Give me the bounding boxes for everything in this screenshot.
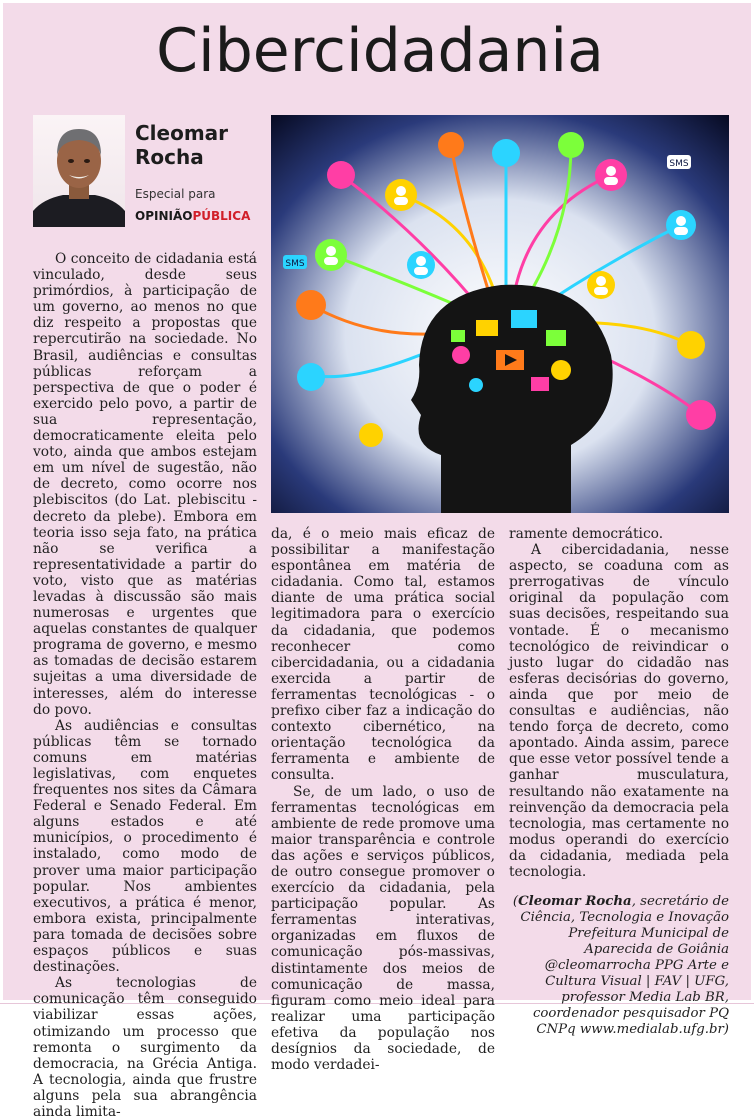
brand-logo	[135, 209, 261, 223]
paragraph: A cibercidadania, nesse aspecto, se coaduna com as prerrogativas de vínculo original da população com suas decisões, respeitando sua vontade. É o mecanismo tecnológico de reivindicar o justo lugar do cidadão nas esferas decisórias do governo, ainda que por meio de consultas e audiências, não tendo força de decreto, como apontado. Ainda assim, parece que esse vetor possível tende a ganhar musculatura, resultando não exatamente na reinvenção da democracia pela tecnologia, mas certamente no modus operandi do exercício da cidadania, mediada pela tecnologia.	[509, 542, 729, 880]
paragraph: As audiências e consultas públicas têm se tornado comuns em matérias legislativas, com enquetes frequentes nos sites da Câmara Federal e Senado Federal. Em alguns estados e até municípios, o procedimento é instalado, como modo de prover uma maior participação popular. Nos ambientes executivos, a prática é menor, embora exista, principalmente para tomada de decisões sobre espaços públicos e suas destinações.	[33, 717, 257, 976]
brand-part2: PÚBLICA	[192, 209, 251, 223]
paragraph: Se, de um lado, o uso de ferramentas tecnológicas em ambiente de rede promove uma maior transparência e controle das ações e serviços públicos, de outro consegue promover o exercício da cidadania, pela participação popular. As ferramentas interativas, organizadas em fluxos de comunicação pós-massivas, distintamente dos meios de comunicação de massa, figuram como meio ideal para realizar uma participação efetiva da população nos desígnios da sociedade, de modo verdadei-	[271, 783, 495, 1074]
article-column-1	[33, 251, 257, 1120]
network-head-illustration	[271, 115, 729, 513]
sms-label-left: SMS	[285, 259, 305, 269]
paragraph: da, é o meio mais eficaz de possibilitar a manifestação espontânea em matéria de cidadania. Como tal, estamos diante de uma prática social legitimadora para o exercício da cidadania, que podemos reconhecer como cibercidadania, ou a cidadania exercida a partir de ferramentas tecnológicas - o prefixo ciber faz a indicação do contexto cibernético, na orientação tecnológica da ferramenta e ambiente de consulta.	[271, 526, 495, 784]
illustration	[271, 115, 729, 513]
author-first-name: Cleomar	[135, 121, 229, 145]
article-column-2	[271, 526, 495, 1073]
author-last-name: Rocha	[135, 145, 204, 169]
credit-text: , secretário de Ciência, Tecnologia e Inovação Prefeitura Municipal de Aparecida de Goiânia @cleomarrocha PPG Arte e Cultura Visual | FAV | UFG, professor Media Lab BR, coordenador pesquisador PQ CNPq www.medialab.ufg.br)	[520, 894, 729, 1038]
credit-name: Cleomar Rocha	[518, 894, 632, 910]
author-portrait-icon	[33, 115, 125, 227]
article-column-3	[509, 526, 729, 1038]
headline: Cibercidadania	[156, 16, 604, 86]
brand-part1: OPINIÃO	[135, 209, 193, 223]
sms-label-right: SMS	[669, 159, 689, 169]
author-name	[135, 121, 259, 169]
credit-open: (	[512, 894, 519, 910]
paragraph: As tecnologias de comunicação têm conseguido viabilizar essas ações, otimizando um processo que remonta o surgimento da democracia, na Grécia Antiga. A tecnologia, ainda que frustre alguns pela sua abrangência ainda limita-	[33, 975, 257, 1120]
special-label: Especial para	[135, 187, 216, 201]
byline	[33, 115, 259, 231]
author-photo	[33, 115, 125, 227]
paragraph: O conceito de cidadania está vinculado, desde seus primórdios, à participação de um governo, ao menos no que diz respeito a propostas que repercutirão na sociedade. No Brasil, audiências e consultas públicas reforçam a perspectiva de que o poder é exercido pelo povo, a partir de sua representação, democraticamente eleita pelo voto, ainda que ambos estejam em um nível de sugestão, não de decreto, como ocorre nos plebiscitos (do Lat. plebiscitu - decreto da plebe). Embora em teoria isso seja fato, na prática não se verifica a representatividade a partir do voto, visto que as matérias levadas à discussão são mais numerosas e urgentes que aquelas constantes de qualquer programa de governo, e mesmo as tomadas de decisão estarem sujeitas a uma diversidade de interesses, além do interesse do povo.	[33, 251, 257, 718]
author-credit	[509, 894, 729, 1038]
paragraph: ramente democrático.	[509, 526, 664, 542]
